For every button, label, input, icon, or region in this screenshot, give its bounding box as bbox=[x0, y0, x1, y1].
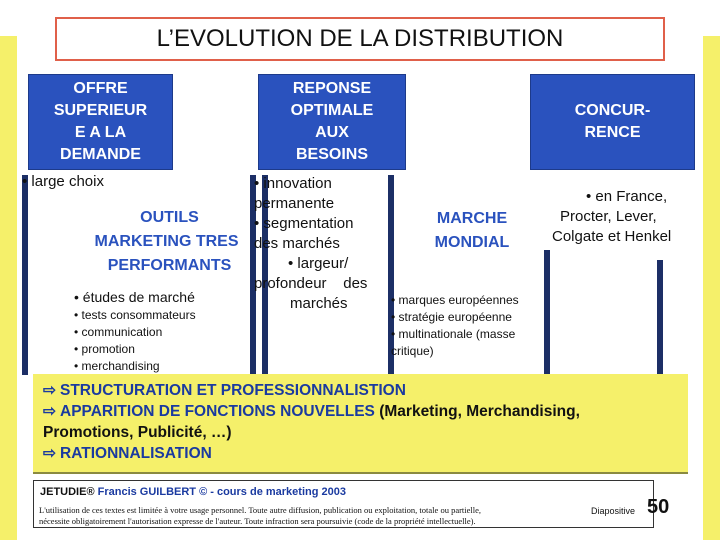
reponse-bullet-6: profondeur des bbox=[254, 275, 368, 292]
marche-item-3: • multinationale (masse bbox=[391, 327, 516, 341]
conclusion-2 bbox=[43, 401, 680, 422]
outils-item-4: • merchandising bbox=[74, 359, 160, 373]
offre-bullet: • large choix bbox=[22, 173, 104, 190]
reponse-bullet-2: permanente bbox=[254, 195, 335, 212]
outils-item-1: • tests consommateurs bbox=[74, 308, 196, 322]
reponse-bullet-3: • segmentation bbox=[254, 215, 354, 232]
footer-brand: JETUDIE® bbox=[40, 486, 95, 498]
concurrence-bullet-1: • en France, bbox=[586, 188, 668, 205]
marche-item-1: • marques européennes bbox=[391, 293, 519, 307]
slide-title-text: L’EVOLUTION DE LA DISTRIBUTION bbox=[156, 25, 564, 52]
slide-number: 50 bbox=[647, 496, 670, 518]
outils-heading bbox=[82, 206, 257, 278]
reponse-box bbox=[258, 74, 406, 170]
arrow-right-icon: ⇨ bbox=[43, 382, 56, 399]
offre-line-2: SUPERIEUR bbox=[53, 102, 148, 119]
outils-item-2: • communication bbox=[74, 325, 163, 339]
pillar-right-1 bbox=[544, 250, 550, 375]
outils-items bbox=[74, 307, 196, 375]
marche-heading bbox=[412, 207, 532, 255]
concurrence-line-1: CONCUR- bbox=[574, 102, 651, 119]
marche-line-2: MONDIAL bbox=[434, 234, 510, 251]
concurrence-box bbox=[530, 74, 695, 170]
reponse-line-2: OPTIMALE bbox=[290, 102, 374, 119]
marche-item-4: critique) bbox=[391, 344, 434, 358]
conclusion-3-text: RATIONNALISATION bbox=[60, 445, 212, 462]
slide-label: Diapositive bbox=[591, 506, 636, 516]
slide-title bbox=[55, 17, 665, 61]
conclusion-2-detail-2: Promotions, Publicité, …) bbox=[43, 424, 232, 441]
offre-box bbox=[28, 74, 173, 170]
concurrence-bullets bbox=[552, 187, 672, 247]
footer-author: Francis GUILBERT © - cours de marketing 2003 bbox=[97, 486, 346, 498]
reponse-line-3: AUX bbox=[315, 124, 349, 141]
footer-credit bbox=[40, 486, 346, 498]
marche-item-2: • stratégie européenne bbox=[391, 310, 512, 324]
outils-line-2: MARKETING TRES bbox=[94, 233, 239, 250]
outils-item-3: • promotion bbox=[74, 342, 135, 356]
left-decor-bar bbox=[0, 36, 17, 540]
pillar-left bbox=[22, 175, 28, 375]
concurrence-bullet-3: Colgate et Henkel bbox=[552, 228, 672, 245]
reponse-bullet-7: marchés bbox=[290, 295, 348, 312]
reponse-line-1: REPONSE bbox=[292, 80, 372, 97]
offre-line-1: OFFRE bbox=[73, 80, 128, 97]
conclusion-2-text: APPARITION DE FONCTIONS NOUVELLES bbox=[60, 403, 375, 420]
outils-line-1: OUTILS bbox=[140, 209, 199, 226]
reponse-bullets bbox=[254, 174, 394, 314]
concurrence-line-2: RENCE bbox=[584, 124, 641, 141]
offre-line-3: E A LA bbox=[74, 124, 127, 141]
reponse-bullet-5: • largeur/ bbox=[288, 255, 349, 272]
marche-items bbox=[391, 292, 519, 360]
conclusion-1-text: STRUCTURATION ET PROFESSIONNALISTION bbox=[60, 382, 406, 399]
marche-line-1: MARCHE bbox=[436, 210, 508, 227]
conclusion-1 bbox=[43, 380, 680, 401]
arrow-right-icon: ⇨ bbox=[43, 445, 56, 462]
concurrence-bullet-2: Procter, Lever, bbox=[560, 208, 657, 225]
conclusions-box bbox=[33, 374, 688, 474]
outils-first-item: • études de marché bbox=[74, 289, 195, 305]
footer-box bbox=[33, 480, 654, 528]
conclusion-3 bbox=[43, 443, 680, 464]
reponse-line-4: BESOINS bbox=[295, 146, 368, 163]
arrow-right-icon: ⇨ bbox=[43, 403, 56, 420]
footer-legal-line-1: L'utilisation de ces textes est limitée à votre usage personnel. Toute autre diffusion, publication ou exploitation, totale ou partielle, bbox=[39, 505, 482, 515]
footer-legal-line-2: nécessite obligatoirement l'autorisation expresse de l'auteur. Toute infraction sera poursuivie (code de la propriété intellectuelle). bbox=[39, 516, 476, 526]
offre-line-4: DEMANDE bbox=[60, 146, 141, 163]
reponse-bullet-1: • innovation bbox=[254, 175, 332, 192]
right-decor-bar bbox=[703, 36, 720, 540]
outils-line-3: PERFORMANTS bbox=[107, 257, 232, 274]
footer-legal bbox=[39, 505, 629, 527]
conclusion-2-detail: (Marketing, Merchandising, bbox=[379, 403, 580, 420]
pillar-right-2 bbox=[657, 260, 663, 375]
reponse-bullet-4: des marchés bbox=[254, 235, 340, 252]
